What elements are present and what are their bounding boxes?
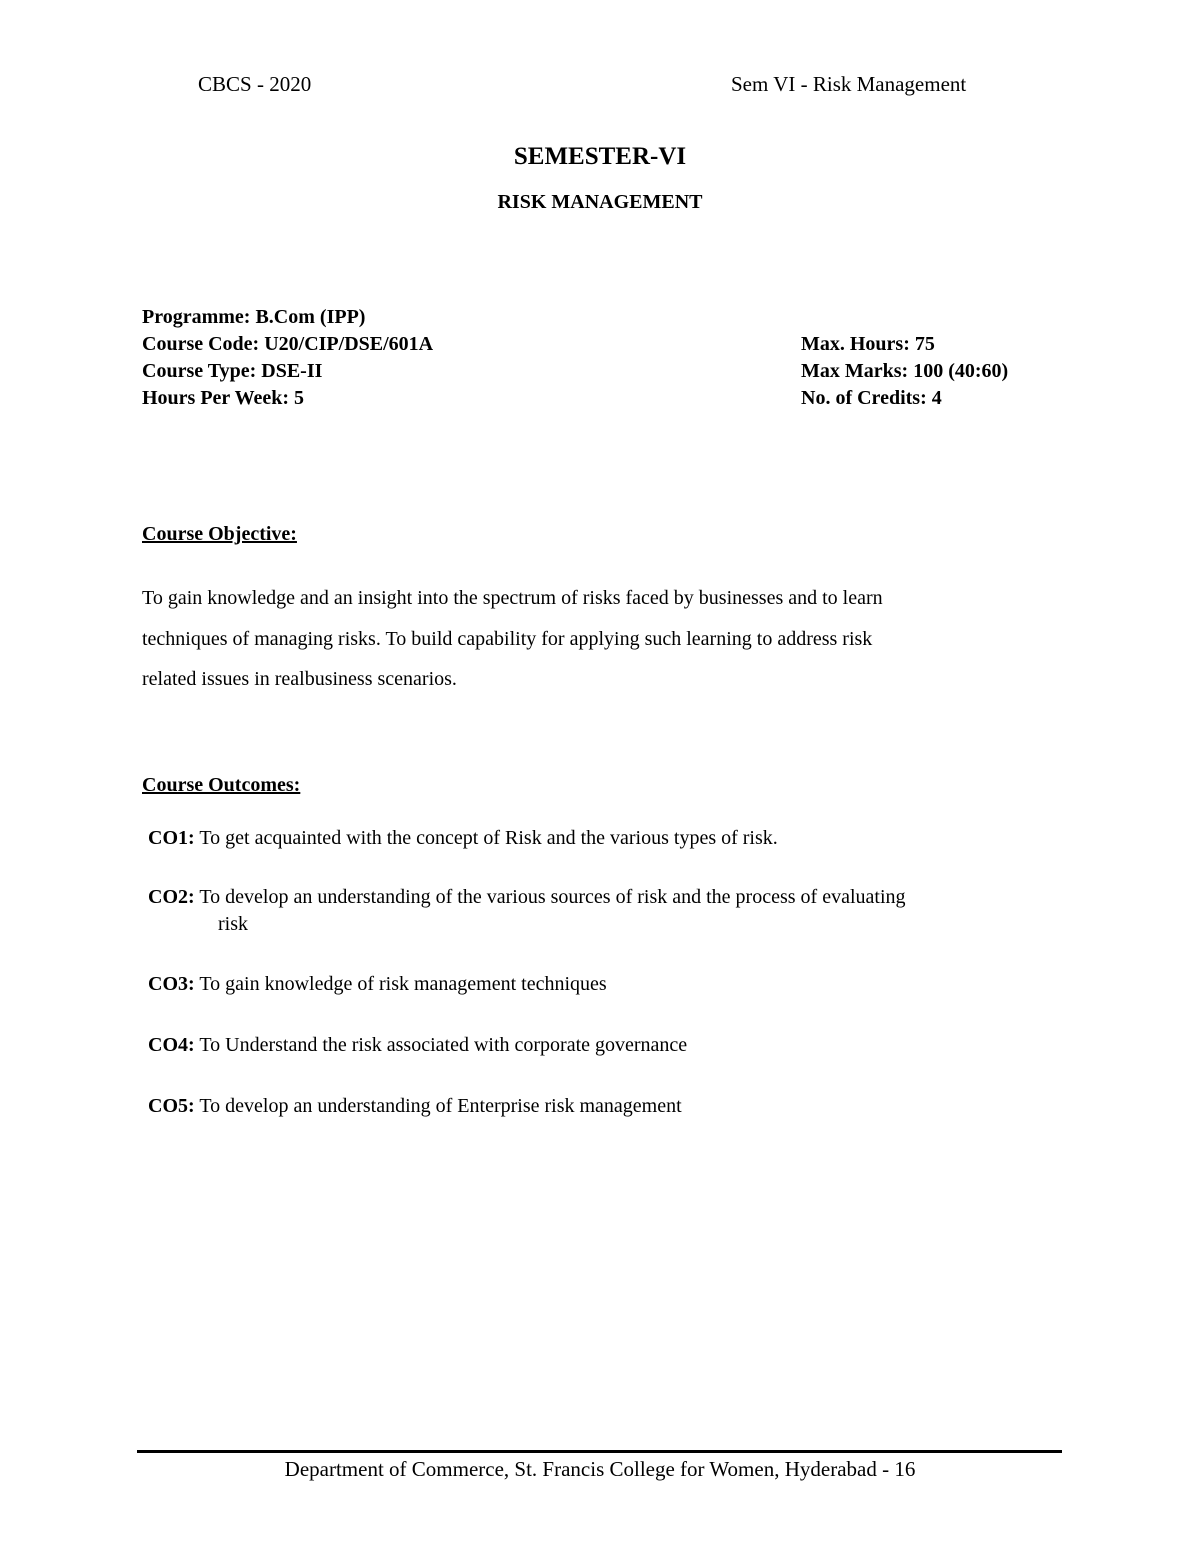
- objective-line: To gain knowledge and an insight into the spectrum of risks faced by businesses and to learn: [142, 587, 883, 609]
- outcome-text-continuation: risk: [218, 913, 248, 935]
- outcome-item: [148, 1032, 687, 1059]
- course-meta-left: [142, 304, 433, 412]
- course-type: Course Type: DSE-II: [142, 360, 323, 382]
- credits: No. of Credits: 4: [801, 387, 942, 409]
- outcome-text: To get acquainted with the concept of Risk and the various types of risk.: [199, 827, 778, 849]
- outcome-code: CO5:: [148, 1095, 195, 1117]
- objective-paragraph: [142, 578, 1042, 700]
- outcome-text: To gain knowledge of risk management techniques: [199, 973, 607, 995]
- page-subtitle: RISK MANAGEMENT: [497, 191, 703, 213]
- outcome-code: CO1:: [148, 827, 195, 849]
- programme: Programme: B.Com (IPP): [142, 306, 366, 328]
- footer-divider: [137, 1450, 1062, 1453]
- outcome-item: [148, 1093, 682, 1120]
- header-right: Sem VI - Risk Management: [731, 72, 967, 96]
- objective-heading: Course Objective:: [142, 523, 297, 545]
- objective-line: techniques of managing risks. To build capability for applying such learning to address risk: [142, 627, 873, 650]
- outcome-code: CO4:: [148, 1034, 195, 1056]
- header-left: CBCS - 2020: [198, 72, 312, 96]
- course-meta-right: [801, 331, 1008, 412]
- outcome-item: [148, 971, 607, 998]
- course-code: Course Code: U20/CIP/DSE/601A: [142, 333, 434, 355]
- hours-per-week: Hours Per Week: 5: [142, 387, 305, 409]
- outcome-code: CO2:: [148, 886, 195, 908]
- outcome-text: To Understand the risk associated with corporate governance: [199, 1034, 688, 1056]
- max-hours: Max. Hours: 75: [801, 333, 935, 355]
- outcomes-heading: Course Outcomes:: [142, 774, 301, 796]
- outcome-item: [148, 825, 778, 852]
- outcome-text: To develop an understanding of the various sources of risk and the process of evaluating: [199, 886, 906, 908]
- outcome-item: [148, 884, 906, 938]
- page-footer: Department of Commerce, St. Francis College for Women, Hyderabad - 16: [284, 1457, 916, 1481]
- max-marks: Max Marks: 100 (40:60): [801, 360, 1009, 382]
- outcome-code: CO3:: [148, 973, 195, 995]
- outcome-text: To develop an understanding of Enterprise risk management: [199, 1095, 682, 1117]
- page-title: SEMESTER-VI: [513, 143, 687, 170]
- objective-line: related issues in realbusiness scenarios.: [142, 668, 457, 690]
